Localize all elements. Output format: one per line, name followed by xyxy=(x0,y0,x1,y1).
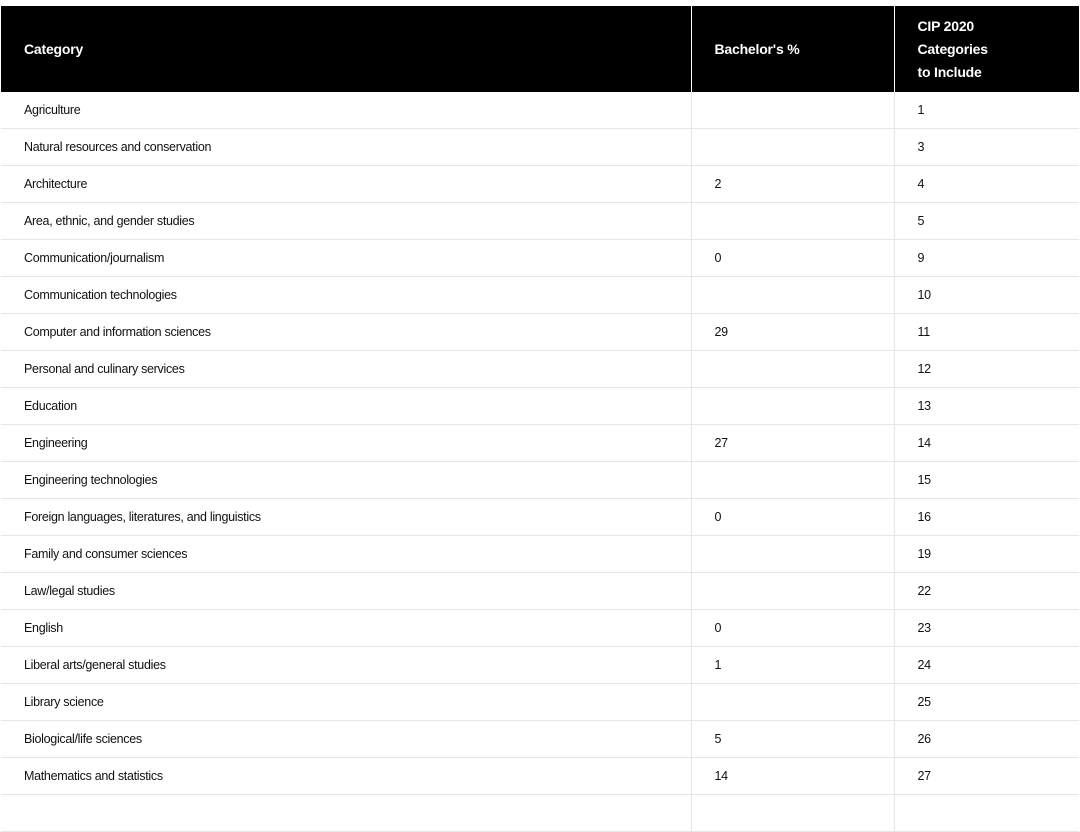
cell-category: Communication/journalism xyxy=(1,240,691,277)
table-row xyxy=(1,425,1079,462)
table-row xyxy=(1,499,1079,536)
table-row xyxy=(1,536,1079,573)
cell-cip-code: 16 xyxy=(894,499,1079,536)
cell-bachelors-percent: 0 xyxy=(691,610,894,647)
cell-cip-code: 12 xyxy=(894,351,1079,388)
cell-cip-code xyxy=(894,795,1079,832)
cell-cip-code: 15 xyxy=(894,462,1079,499)
cell-bachelors-percent xyxy=(691,573,894,610)
table-row xyxy=(1,684,1079,721)
cell-category: Engineering technologies xyxy=(1,462,691,499)
cell-category: Area, ethnic, and gender studies xyxy=(1,203,691,240)
cell-cip-code: 3 xyxy=(894,129,1079,166)
cell-category: Foreign languages, literatures, and linguistics xyxy=(1,499,691,536)
table-row xyxy=(1,240,1079,277)
table-row xyxy=(1,795,1079,832)
cell-bachelors-percent: 2 xyxy=(691,166,894,203)
table-header xyxy=(1,6,1079,92)
cell-cip-code: 26 xyxy=(894,721,1079,758)
cell-cip-code: 4 xyxy=(894,166,1079,203)
cell-bachelors-percent xyxy=(691,351,894,388)
table-row xyxy=(1,388,1079,425)
cell-cip-code: 9 xyxy=(894,240,1079,277)
header-cip-2020 xyxy=(894,6,1079,92)
table-row xyxy=(1,129,1079,166)
table-row xyxy=(1,573,1079,610)
cell-bachelors-percent: 0 xyxy=(691,240,894,277)
table-row xyxy=(1,462,1079,499)
cell-bachelors-percent xyxy=(691,92,894,129)
cell-category: Family and consumer sciences xyxy=(1,536,691,573)
cell-bachelors-percent xyxy=(691,462,894,499)
header-cip-line-2: Categories xyxy=(917,40,988,57)
cell-cip-code: 27 xyxy=(894,758,1079,795)
header-category: Category xyxy=(1,6,691,92)
table-row xyxy=(1,721,1079,758)
cip-category-table xyxy=(1,6,1079,832)
table-row xyxy=(1,277,1079,314)
table-row xyxy=(1,351,1079,388)
cell-category: Computer and information sciences xyxy=(1,314,691,351)
cell-cip-code: 10 xyxy=(894,277,1079,314)
cell-cip-code: 5 xyxy=(894,203,1079,240)
cell-bachelors-percent: 29 xyxy=(691,314,894,351)
cell-category: Library science xyxy=(1,684,691,721)
cell-category: Biological/life sciences xyxy=(1,721,691,758)
cell-cip-code: 19 xyxy=(894,536,1079,573)
cell-cip-code: 22 xyxy=(894,573,1079,610)
cell-bachelors-percent: 5 xyxy=(691,721,894,758)
cell-bachelors-percent: 0 xyxy=(691,499,894,536)
cell-bachelors-percent xyxy=(691,277,894,314)
table-row xyxy=(1,647,1079,684)
header-row xyxy=(1,6,1079,92)
cell-cip-code: 11 xyxy=(894,314,1079,351)
cell-bachelors-percent xyxy=(691,203,894,240)
table-body xyxy=(1,92,1079,832)
cell-bachelors-percent xyxy=(691,684,894,721)
cell-category: Personal and culinary services xyxy=(1,351,691,388)
data-table-container xyxy=(1,6,1079,832)
cell-cip-code: 24 xyxy=(894,647,1079,684)
cell-bachelors-percent xyxy=(691,536,894,573)
cell-bachelors-percent xyxy=(691,795,894,832)
cell-bachelors-percent xyxy=(691,388,894,425)
cell-category: Agriculture xyxy=(1,92,691,129)
table-row xyxy=(1,758,1079,795)
cell-category: Natural resources and conservation xyxy=(1,129,691,166)
cell-cip-code: 14 xyxy=(894,425,1079,462)
cell-cip-code: 25 xyxy=(894,684,1079,721)
cell-category: Engineering xyxy=(1,425,691,462)
cell-category: Mathematics and statistics xyxy=(1,758,691,795)
table-row xyxy=(1,166,1079,203)
cell-category: Education xyxy=(1,388,691,425)
header-cip-line-1: CIP 2020 xyxy=(917,17,975,34)
table-row xyxy=(1,203,1079,240)
cell-category: Communication technologies xyxy=(1,277,691,314)
cell-category: Architecture xyxy=(1,166,691,203)
cell-cip-code: 1 xyxy=(894,92,1079,129)
table-row xyxy=(1,314,1079,351)
cell-category: Liberal arts/general studies xyxy=(1,647,691,684)
header-cip-line-3: to Include xyxy=(917,63,982,80)
table-row xyxy=(1,610,1079,647)
cell-category: English xyxy=(1,610,691,647)
header-bachelors-percent: Bachelor's % xyxy=(691,6,894,92)
cell-bachelors-percent xyxy=(691,129,894,166)
table-row xyxy=(1,92,1079,129)
cell-bachelors-percent: 1 xyxy=(691,647,894,684)
cell-bachelors-percent: 14 xyxy=(691,758,894,795)
cell-category: Law/legal studies xyxy=(1,573,691,610)
cell-category xyxy=(1,795,691,832)
cell-cip-code: 13 xyxy=(894,388,1079,425)
cell-cip-code: 23 xyxy=(894,610,1079,647)
cell-bachelors-percent: 27 xyxy=(691,425,894,462)
